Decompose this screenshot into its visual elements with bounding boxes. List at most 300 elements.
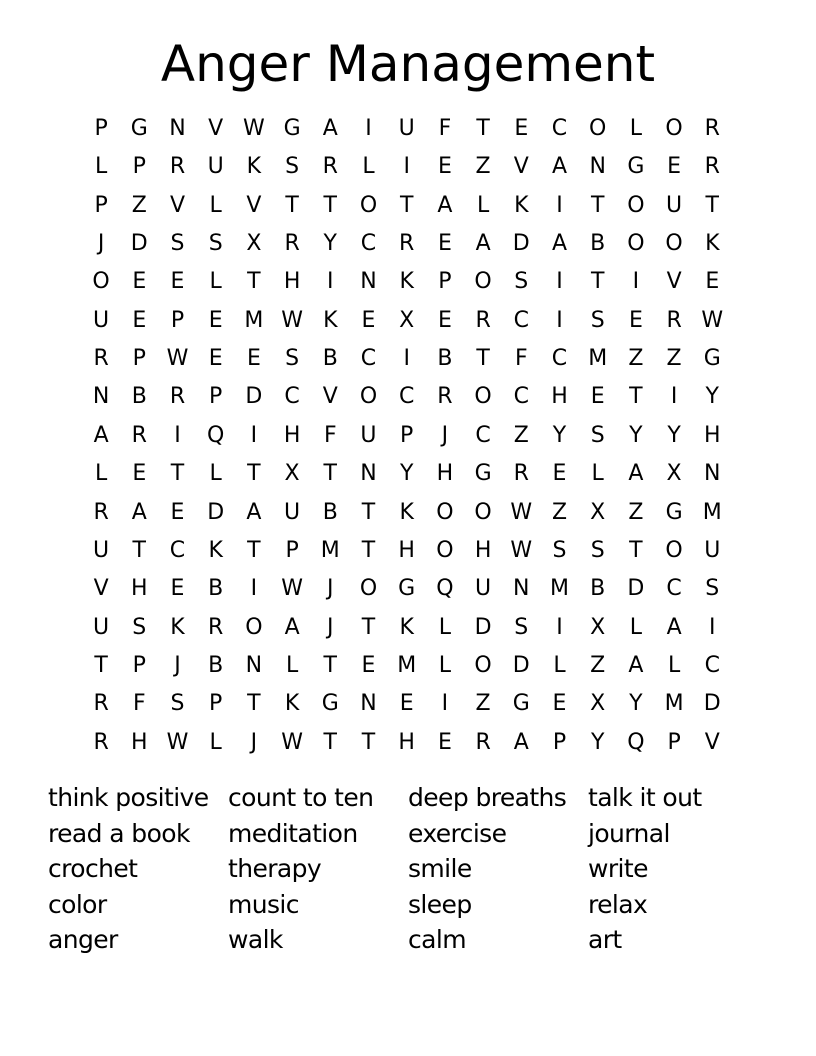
grid-letter: S: [514, 269, 529, 295]
grid-letter: C: [284, 384, 300, 410]
grid-letter: Z: [551, 499, 568, 525]
grid-letter: S: [208, 231, 223, 257]
grid-letter: W: [510, 537, 533, 563]
grid-letter: G: [398, 576, 416, 602]
grid-letter: U: [93, 307, 110, 333]
grid-letter: B: [437, 346, 453, 372]
grid-letter: E: [246, 346, 261, 372]
grid-letter: R: [322, 154, 338, 180]
grid-letter: R: [208, 614, 224, 640]
grid-letter: K: [246, 154, 262, 180]
word-bank-item: sleep: [408, 889, 472, 919]
grid-letter: R: [704, 154, 720, 180]
grid-row: [82, 685, 732, 723]
grid-letter: Z: [475, 154, 491, 180]
grid-row: [82, 455, 732, 493]
grid-letter: X: [590, 614, 606, 640]
grid-letter: R: [475, 307, 491, 333]
grid-letter: I: [441, 691, 449, 717]
grid-letter: O: [92, 269, 110, 295]
grid-letter: W: [281, 576, 303, 602]
grid-letter: O: [359, 576, 378, 602]
grid-letter: T: [132, 537, 146, 563]
grid-letter: D: [245, 384, 263, 410]
grid-letter: L: [476, 192, 490, 218]
word-bank-column: [48, 780, 228, 958]
grid-letter: I: [327, 269, 334, 295]
grid-letter: D: [130, 231, 148, 257]
grid-letter: B: [131, 384, 147, 410]
word-bank: [48, 780, 768, 960]
grid-letter: P: [170, 307, 185, 333]
grid-letter: A: [551, 231, 568, 257]
grid-letter: A: [93, 422, 109, 448]
grid-letter: V: [93, 576, 109, 602]
grid-letter: W: [701, 307, 724, 333]
grid-letter: C: [704, 652, 720, 678]
grid-letter: J: [441, 422, 449, 448]
grid-row: [82, 148, 732, 186]
grid-letter: X: [590, 691, 606, 717]
grid-letter: B: [322, 499, 338, 525]
grid-letter: W: [243, 116, 265, 141]
grid-letter: O: [359, 192, 378, 218]
grid-letter: U: [93, 537, 110, 563]
grid-letter: R: [284, 231, 300, 257]
grid-letter: P: [132, 154, 146, 180]
grid-letter: N: [360, 269, 377, 295]
grid-row: [82, 378, 732, 416]
grid-letter: N: [704, 461, 721, 487]
grid-letter: R: [513, 461, 529, 487]
grid-letter: P: [400, 422, 414, 448]
grid-letter: I: [365, 116, 372, 141]
grid-letter: E: [552, 691, 567, 717]
grid-row: [82, 110, 732, 148]
grid-letter: Z: [131, 192, 147, 218]
grid-letter: O: [627, 231, 645, 257]
grid-letter: F: [514, 346, 528, 372]
grid-letter: L: [209, 269, 222, 295]
grid-letter: E: [667, 154, 682, 180]
grid-letter: T: [247, 461, 261, 487]
grid-letter: A: [475, 231, 491, 257]
grid-letter: B: [208, 576, 224, 602]
grid-row: [82, 417, 732, 455]
grid-letter: C: [399, 384, 415, 410]
grid-letter: L: [438, 652, 452, 678]
grid-letter: E: [170, 499, 185, 525]
letter-grid: [82, 110, 732, 760]
grid-letter: I: [250, 422, 258, 448]
grid-letter: P: [94, 192, 108, 218]
grid-letter: C: [551, 116, 568, 141]
grid-letter: L: [553, 652, 566, 678]
grid-letter: E: [399, 691, 414, 717]
grid-letter: R: [169, 384, 186, 410]
grid-letter: M: [588, 346, 608, 372]
grid-letter: S: [170, 231, 185, 257]
grid-letter: S: [285, 346, 300, 372]
grid-letter: C: [360, 231, 377, 257]
grid-letter: P: [209, 691, 223, 717]
grid-letter: L: [629, 614, 643, 640]
grid-letter: K: [399, 269, 414, 295]
grid-letter: R: [93, 729, 109, 755]
grid-letter: H: [283, 422, 301, 448]
grid-letter: I: [556, 614, 563, 640]
grid-letter: I: [403, 346, 410, 372]
grid-letter: Z: [513, 422, 529, 448]
grid-letter: H: [436, 461, 454, 487]
grid-letter: Q: [207, 422, 225, 448]
grid-letter: K: [284, 691, 300, 717]
word-bank-item: exercise: [408, 818, 507, 848]
grid-letter: L: [285, 652, 299, 678]
grid-letter: M: [244, 307, 264, 333]
word-bank-column: [408, 780, 588, 958]
grid-letter: E: [132, 307, 147, 333]
grid-letter: T: [629, 384, 643, 410]
grid-letter: T: [285, 192, 299, 218]
grid-letter: S: [552, 537, 567, 563]
grid-letter: E: [170, 576, 185, 602]
word-bank-item: music: [228, 889, 299, 919]
grid-letter: P: [552, 729, 567, 755]
grid-letter: E: [361, 652, 376, 678]
grid-letter: H: [131, 576, 148, 602]
grid-letter: T: [247, 269, 261, 295]
grid-letter: Y: [629, 422, 643, 448]
grid-letter: U: [475, 576, 492, 602]
grid-letter: Y: [323, 231, 337, 257]
grid-letter: G: [130, 116, 148, 141]
grid-letter: N: [360, 461, 377, 487]
grid-letter: X: [666, 461, 682, 487]
grid-letter: C: [513, 307, 529, 333]
grid-letter: C: [169, 537, 186, 563]
grid-letter: N: [169, 116, 186, 141]
grid-letter: E: [208, 307, 223, 333]
grid-letter: C: [360, 346, 377, 372]
grid-letter: D: [627, 576, 645, 602]
grid-letter: J: [250, 729, 258, 755]
word-bank-item: color: [48, 889, 107, 919]
grid-letter: E: [208, 346, 223, 372]
grid-letter: U: [398, 116, 415, 141]
word-bank-item: crochet: [48, 854, 138, 883]
grid-row: [82, 494, 732, 532]
word-bank-item: smile: [408, 854, 472, 883]
grid-letter: H: [704, 422, 721, 448]
grid-letter: P: [132, 652, 146, 678]
grid-letter: P: [132, 346, 146, 372]
word-bank-item: meditation: [228, 818, 358, 848]
grid-letter: P: [94, 116, 108, 141]
grid-row: [82, 724, 732, 762]
grid-letter: O: [436, 499, 454, 525]
grid-letter: U: [207, 154, 224, 180]
grid-letter: R: [666, 307, 682, 333]
grid-letter: C: [513, 384, 529, 410]
grid-letter: E: [628, 307, 643, 333]
grid-letter: S: [132, 614, 147, 640]
word-bank-item: calm: [408, 925, 466, 954]
grid-letter: R: [169, 154, 186, 180]
word-bank-item: count to ten: [228, 783, 374, 812]
grid-letter: I: [174, 422, 181, 448]
grid-letter: J: [97, 231, 105, 257]
word-bank-item: write: [588, 854, 648, 883]
grid-letter: R: [437, 384, 453, 410]
grid-letter: L: [94, 154, 108, 180]
grid-letter: A: [284, 614, 300, 640]
grid-letter: S: [590, 537, 605, 563]
grid-letter: T: [323, 652, 337, 678]
grid-letter: R: [131, 422, 147, 448]
grid-letter: T: [361, 537, 376, 563]
grid-letter: V: [322, 384, 338, 410]
grid-letter: L: [629, 116, 643, 141]
grid-letter: M: [320, 537, 340, 563]
grid-letter: E: [437, 154, 452, 180]
grid-letter: I: [250, 576, 258, 602]
grid-letter: A: [628, 652, 644, 678]
grid-letter: O: [589, 116, 607, 141]
grid-letter: H: [131, 729, 148, 755]
grid-letter: T: [323, 192, 337, 218]
grid-letter: V: [513, 154, 529, 180]
grid-letter: L: [94, 461, 108, 487]
grid-row: [82, 187, 732, 225]
grid-letter: C: [475, 422, 491, 448]
grid-letter: U: [284, 499, 301, 525]
word-bank-item: deep breaths: [408, 783, 567, 812]
grid-letter: E: [132, 269, 147, 295]
grid-letter: H: [398, 537, 415, 563]
grid-letter: G: [627, 154, 645, 180]
grid-letter: D: [474, 614, 492, 640]
grid-letter: O: [665, 116, 683, 141]
word-bank-item: journal: [588, 818, 670, 848]
grid-letter: O: [665, 537, 683, 563]
grid-letter: T: [361, 499, 376, 525]
grid-letter: L: [591, 461, 604, 487]
grid-letter: F: [132, 691, 146, 717]
grid-letter: I: [709, 614, 716, 640]
grid-letter: B: [322, 346, 338, 372]
grid-letter: N: [513, 576, 530, 602]
grid-letter: E: [361, 307, 376, 333]
grid-letter: V: [208, 116, 224, 141]
grid-letter: T: [361, 729, 376, 755]
grid-letter: U: [93, 614, 110, 640]
grid-letter: I: [556, 192, 563, 218]
grid-letter: T: [476, 346, 490, 372]
grid-letter: L: [209, 192, 222, 218]
grid-letter: A: [551, 154, 568, 180]
grid-letter: A: [513, 729, 529, 755]
word-bank-item: read a book: [48, 818, 190, 848]
grid-letter: S: [285, 154, 300, 180]
grid-letter: L: [209, 729, 222, 755]
grid-letter: R: [475, 729, 491, 755]
grid-letter: D: [512, 231, 530, 257]
grid-row: [82, 263, 732, 301]
grid-letter: P: [285, 537, 299, 563]
grid-letter: I: [556, 307, 563, 333]
grid-letter: A: [628, 461, 644, 487]
grid-letter: Y: [399, 461, 414, 487]
grid-letter: T: [323, 729, 337, 755]
grid-letter: H: [551, 384, 568, 410]
grid-letter: A: [666, 614, 682, 640]
grid-letter: K: [705, 231, 720, 257]
grid-letter: X: [590, 499, 606, 525]
grid-letter: T: [399, 192, 414, 218]
grid-letter: I: [670, 384, 678, 410]
grid-letter: H: [474, 537, 492, 563]
grid-letter: F: [438, 116, 452, 141]
grid-letter: Y: [552, 422, 567, 448]
grid-letter: G: [512, 691, 530, 717]
grid-letter: B: [590, 576, 606, 602]
word-bank-item: anger: [48, 925, 118, 954]
grid-letter: D: [703, 691, 721, 717]
grid-letter: S: [170, 691, 185, 717]
grid-letter: E: [132, 461, 147, 487]
grid-letter: G: [474, 461, 492, 487]
word-bank-item: walk: [228, 925, 283, 954]
grid-letter: I: [632, 269, 640, 295]
grid-letter: D: [207, 499, 225, 525]
grid-letter: L: [667, 652, 681, 678]
grid-letter: A: [437, 192, 453, 218]
grid-letter: U: [666, 192, 683, 218]
grid-letter: O: [474, 384, 492, 410]
word-bank-column: [228, 780, 408, 958]
grid-letter: T: [361, 614, 376, 640]
grid-row: [82, 340, 732, 378]
grid-row: [82, 532, 732, 570]
grid-letter: T: [323, 461, 337, 487]
grid-letter: T: [590, 269, 605, 295]
grid-row: [82, 225, 732, 263]
grid-letter: T: [247, 691, 261, 717]
grid-letter: N: [245, 652, 263, 678]
grid-letter: O: [474, 269, 492, 295]
grid-letter: O: [245, 614, 263, 640]
grid-letter: Q: [436, 576, 454, 602]
grid-letter: E: [590, 384, 605, 410]
grid-letter: Q: [627, 729, 645, 755]
grid-letter: R: [93, 499, 109, 525]
grid-letter: T: [247, 537, 261, 563]
grid-letter: S: [514, 614, 529, 640]
grid-letter: E: [437, 231, 452, 257]
grid-letter: Y: [667, 422, 681, 448]
grid-letter: E: [437, 729, 452, 755]
grid-letter: O: [474, 652, 492, 678]
grid-letter: W: [281, 307, 303, 333]
grid-letter: M: [549, 576, 569, 602]
word-bank-item: relax: [588, 889, 648, 919]
grid-letter: P: [667, 729, 681, 755]
grid-row: [82, 647, 732, 685]
grid-letter: A: [322, 116, 338, 141]
grid-letter: C: [551, 346, 568, 372]
grid-row: [82, 302, 732, 340]
grid-letter: K: [399, 499, 414, 525]
grid-letter: L: [438, 614, 452, 640]
grid-letter: X: [284, 461, 300, 487]
grid-letter: V: [246, 192, 262, 218]
grid-letter: J: [327, 576, 334, 602]
word-bank-item: think positive: [48, 783, 209, 812]
grid-letter: S: [590, 422, 605, 448]
grid-letter: L: [209, 461, 222, 487]
grid-letter: H: [283, 269, 301, 295]
grid-letter: S: [590, 307, 605, 333]
grid-letter: K: [399, 614, 414, 640]
grid-letter: W: [281, 729, 303, 755]
grid-letter: H: [398, 729, 415, 755]
grid-letter: Z: [475, 691, 491, 717]
word-bank-item: talk it out: [588, 783, 702, 812]
grid-letter: E: [170, 269, 185, 295]
grid-letter: K: [170, 614, 185, 640]
grid-letter: I: [556, 269, 563, 295]
grid-letter: G: [283, 116, 301, 141]
grid-letter: N: [360, 691, 377, 717]
grid-letter: W: [166, 346, 189, 372]
grid-letter: G: [321, 691, 339, 717]
grid-letter: M: [702, 499, 722, 525]
grid-letter: N: [589, 154, 606, 180]
word-bank-column: [588, 780, 768, 958]
grid-letter: O: [436, 537, 454, 563]
grid-letter: K: [208, 537, 223, 563]
grid-letter: O: [665, 231, 683, 257]
grid-letter: B: [208, 652, 224, 678]
grid-row: [82, 570, 732, 608]
grid-letter: G: [665, 499, 683, 525]
grid-letter: T: [476, 116, 490, 141]
grid-letter: O: [359, 384, 378, 410]
grid-letter: V: [169, 192, 186, 218]
grid-letter: E: [552, 461, 567, 487]
grid-letter: X: [399, 307, 415, 333]
grid-letter: E: [705, 269, 720, 295]
word-bank-item: art: [588, 925, 622, 954]
word-bank-item: therapy: [228, 854, 322, 883]
grid-letter: V: [704, 729, 720, 755]
grid-letter: T: [705, 192, 719, 218]
grid-letter: Y: [590, 729, 605, 755]
grid-letter: A: [246, 499, 262, 525]
grid-letter: O: [474, 499, 492, 525]
grid-letter: R: [93, 346, 109, 372]
grid-letter: M: [397, 652, 417, 678]
grid-letter: E: [514, 116, 529, 141]
grid-letter: X: [246, 231, 262, 257]
grid-letter: T: [94, 652, 108, 678]
grid-letter: A: [131, 499, 147, 525]
grid-letter: R: [704, 116, 720, 141]
grid-letter: Y: [629, 691, 643, 717]
grid-letter: S: [705, 576, 720, 602]
grid-letter: P: [209, 384, 223, 410]
